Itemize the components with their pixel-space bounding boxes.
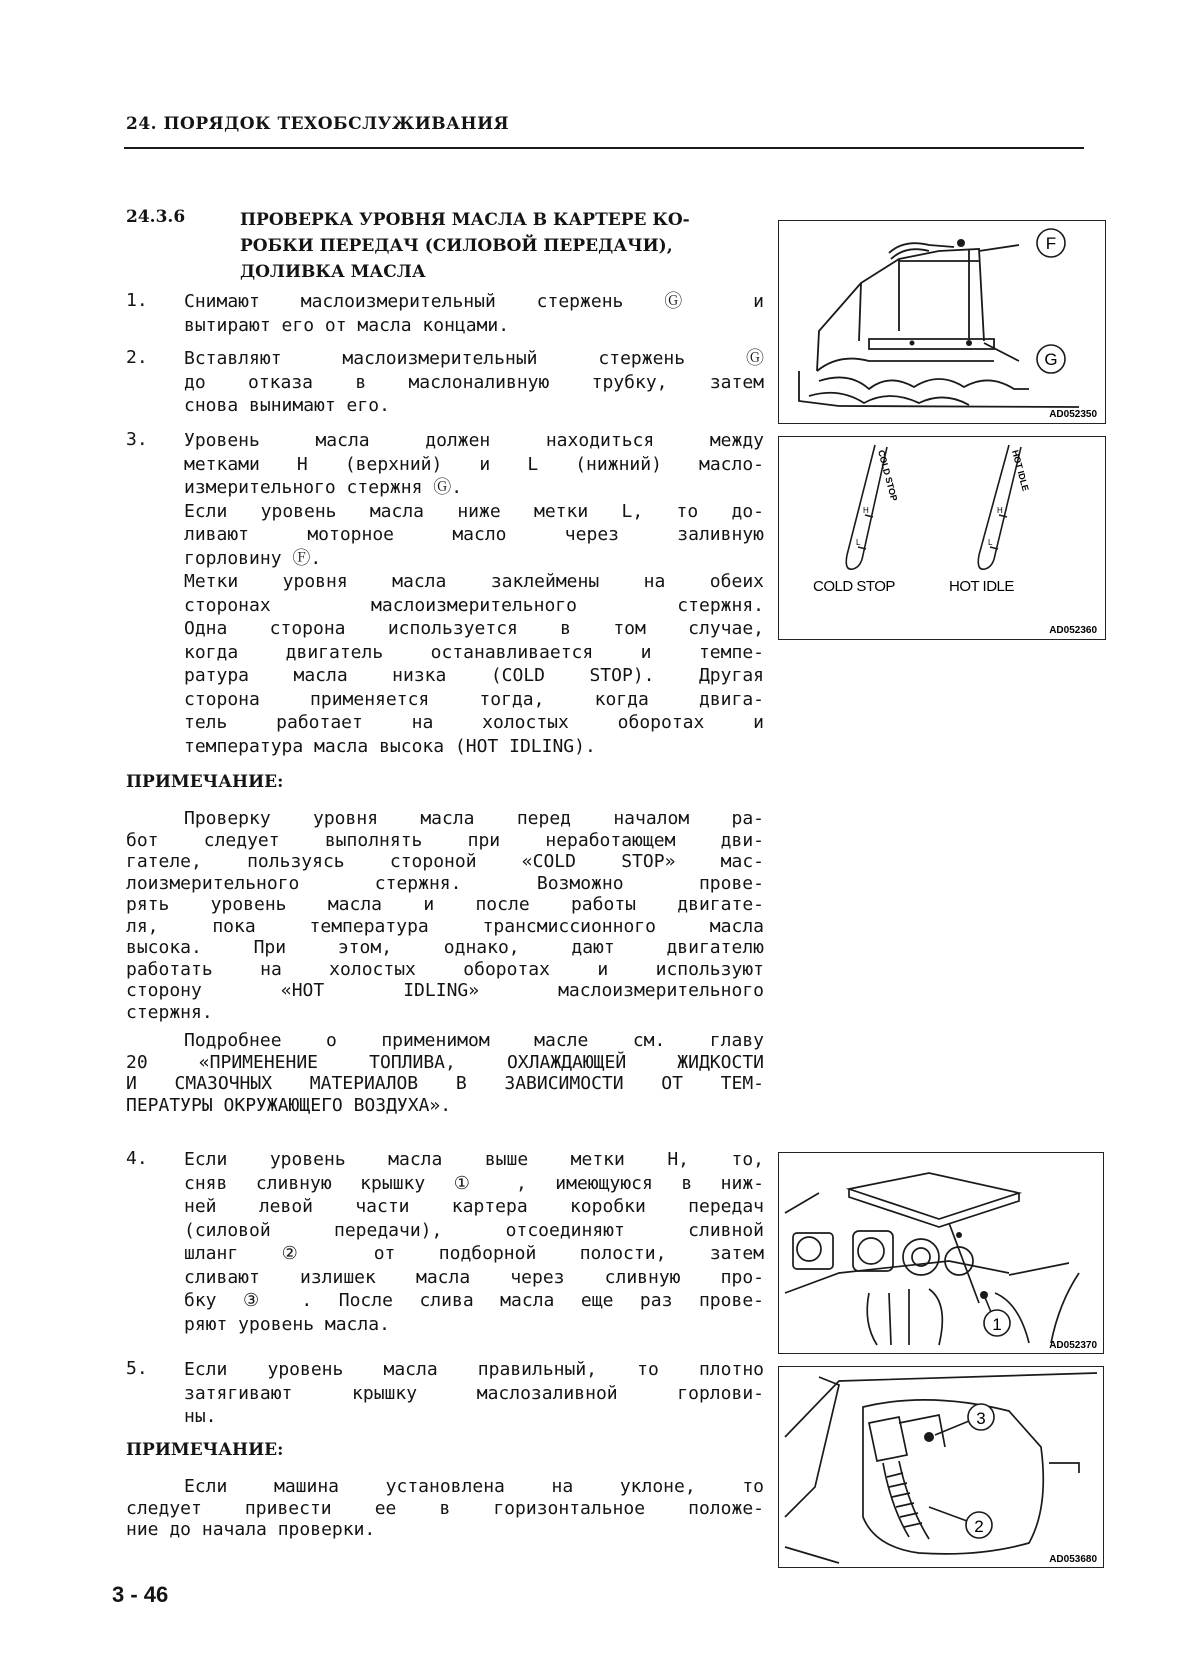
section-number: 24.3.6 xyxy=(126,207,186,227)
step-4-text xyxy=(184,1148,764,1336)
step-1-text xyxy=(184,290,764,337)
text-line: до отказа в маслоналивную трубку, затем xyxy=(184,371,764,393)
text-line: тель работает на холостых оборотах и xyxy=(184,712,764,733)
text-line: затягивают крышку маслозаливной горлови- xyxy=(184,1382,764,1404)
drain-hose-illustration xyxy=(779,1367,1103,1567)
figure-code: AD053680 xyxy=(1049,1554,1097,1565)
text-line: шланг ② от подборной полости, затем xyxy=(184,1243,764,1264)
text-line: Подробнее о применимом масле см. главу xyxy=(184,1030,764,1051)
section-title xyxy=(240,207,750,285)
text-line: 20 «ПРИМЕНЕНИЕ ТОПЛИВА, ОХЛАЖДАЮЩЕЙ ЖИДКОСТИ xyxy=(126,1051,764,1073)
stick-cold-text: COLD STOP xyxy=(876,448,900,503)
callout-f: F xyxy=(1045,234,1057,253)
text-line: ПЕРАТУРЫ ОКРУЖАЮЩЕГО ВОЗДУХА». xyxy=(126,1094,452,1116)
text-line: Если машина установлена на уклоне, то xyxy=(184,1476,764,1497)
text-line: Если уровень масла правильный, то плотно xyxy=(184,1359,764,1380)
figure-dipstick-marks xyxy=(778,436,1106,640)
note-2-paragraph xyxy=(126,1476,764,1541)
mark-h-hot: H xyxy=(997,506,1003,515)
text-line: ней левой части картера коробки передач xyxy=(184,1196,764,1217)
step-number: 5. xyxy=(126,1358,148,1379)
figure-drain-cover xyxy=(778,1152,1104,1354)
text-line: сливают излишек масла через сливную про- xyxy=(184,1266,764,1288)
text-line: температура масла высока (HOT IDLING). xyxy=(184,735,596,757)
figure-code: AD052360 xyxy=(1049,625,1097,636)
step-3-text xyxy=(184,429,764,758)
callout-1: 1 xyxy=(992,1315,1002,1334)
text-line: следует привести ее в горизонтальное положе- xyxy=(126,1497,764,1519)
note-1-paragraph-2 xyxy=(126,1030,764,1116)
step-number: 1. xyxy=(126,290,148,311)
text-line: Если уровень масла выше метки H, то, xyxy=(184,1149,764,1170)
text-line: когда двигатель останавливается и темпе- xyxy=(184,641,764,663)
figure-code: AD052350 xyxy=(1049,409,1097,420)
running-header: 24. ПОРЯДОК ТЕХОБСЛУЖИВАНИЯ xyxy=(126,114,510,134)
figure-engine-filler xyxy=(778,220,1106,424)
text-line: сторону «HOT IDLING» маслоизмерительного xyxy=(126,980,764,1001)
text-line: ны. xyxy=(184,1406,217,1427)
note-heading: ПРИМЕЧАНИЕ: xyxy=(126,1440,284,1460)
section-title-line: ДОЛИВКА МАСЛА xyxy=(240,262,426,282)
text-line: горловину Ⓕ. xyxy=(184,547,322,569)
step-2-text xyxy=(184,347,764,418)
text-line: И СМАЗОЧНЫХ МАТЕРИАЛОВ В ЗАВИСИМОСТИ ОТ ТЕМ- xyxy=(126,1073,764,1094)
text-line: ля, пока температура трансмиссионного масла xyxy=(126,915,764,937)
text-line: Одна сторона используется в том случае, xyxy=(184,618,764,639)
text-line: измерительного стержня Ⓖ. xyxy=(184,477,463,498)
dipstick-illustration xyxy=(779,437,1105,639)
drain-cover-illustration xyxy=(779,1153,1103,1353)
text-line: Уровень масла должен находиться между xyxy=(184,430,764,451)
text-line: сторона применяется тогда, когда двига- xyxy=(184,688,764,710)
text-line: рять уровень масла и после работы двигате- xyxy=(126,894,764,915)
mark-l-hot: L xyxy=(988,538,993,547)
text-line: сняв сливную крышку ① , имеющуюся в ниж- xyxy=(184,1172,764,1194)
step-number: 4. xyxy=(126,1148,148,1169)
hot-idle-label: HOT IDLE xyxy=(949,578,1014,595)
cold-stop-label: COLD STOP xyxy=(813,578,895,595)
text-line: гателе, пользуясь стороной «COLD STOP» мас- xyxy=(126,851,764,872)
text-line: работать на холостых оборотах и используют xyxy=(126,958,764,980)
step-5-text xyxy=(184,1358,764,1429)
text-line: ратура масла низка (COLD STOP). Другая xyxy=(184,665,764,686)
text-line: Метки уровня масла заклеймены на обеих xyxy=(184,571,764,592)
text-line: стержня. xyxy=(126,1001,213,1023)
figure-drain-hose xyxy=(778,1366,1104,1568)
text-line: Снимают маслоизмерительный стержень Ⓖ и xyxy=(184,291,764,312)
note-1-paragraph-1 xyxy=(126,808,764,1023)
mark-h-cold: H xyxy=(863,506,869,515)
stick-hot-text: HOT IDLE xyxy=(1010,448,1031,493)
text-line: снова вынимают его. xyxy=(184,395,390,416)
text-line: лоизмерительного стержня. Возможно прове- xyxy=(126,872,764,894)
text-line: Вставляют маслоизмерительный стержень Ⓖ xyxy=(184,348,764,369)
text-line: ние до начала проверки. xyxy=(126,1519,376,1540)
text-line: вытирают его от масла концами. xyxy=(184,314,510,336)
header-rule xyxy=(124,147,1084,149)
text-line: высока. При этом, однако, дают двигателю xyxy=(126,937,764,958)
text-line: метками H (верхний) и L (нижний) масло- xyxy=(184,453,764,475)
engine-illustration xyxy=(779,221,1105,423)
note-heading: ПРИМЕЧАНИЕ: xyxy=(126,772,284,792)
text-line: сторонах маслоизмерительного стержня. xyxy=(184,594,764,616)
page-number: 3 - 46 xyxy=(112,1582,169,1607)
section-title-line: ПРОВЕРКА УРОВНЯ МАСЛА В КАРТЕРЕ КО- xyxy=(240,210,690,230)
figure-code: AD052370 xyxy=(1049,1340,1097,1351)
text-line: Если уровень масла ниже метки L, то до- xyxy=(184,500,764,522)
callout-3: 3 xyxy=(976,1409,986,1428)
step-number: 2. xyxy=(126,347,148,368)
text-line: бот следует выполнять при неработающем дви- xyxy=(126,829,764,851)
step-number: 3. xyxy=(126,429,148,450)
text-line: бку ③ . После слива масла еще раз прове- xyxy=(184,1290,764,1311)
section-title-line: РОБКИ ПЕРЕДАЧ (СИЛОВОЙ ПЕРЕДАЧИ), xyxy=(240,236,673,256)
text-line: (силовой передачи), отсоединяют сливной xyxy=(184,1219,764,1241)
callout-2: 2 xyxy=(974,1517,984,1536)
text-line: ряют уровень масла. xyxy=(184,1313,390,1335)
callout-g: G xyxy=(1044,350,1058,369)
text-line: ливают моторное масло через заливную xyxy=(184,524,764,545)
mark-l-cold: L xyxy=(856,538,861,547)
text-line: Проверку уровня масла перед началом ра- xyxy=(184,808,764,829)
